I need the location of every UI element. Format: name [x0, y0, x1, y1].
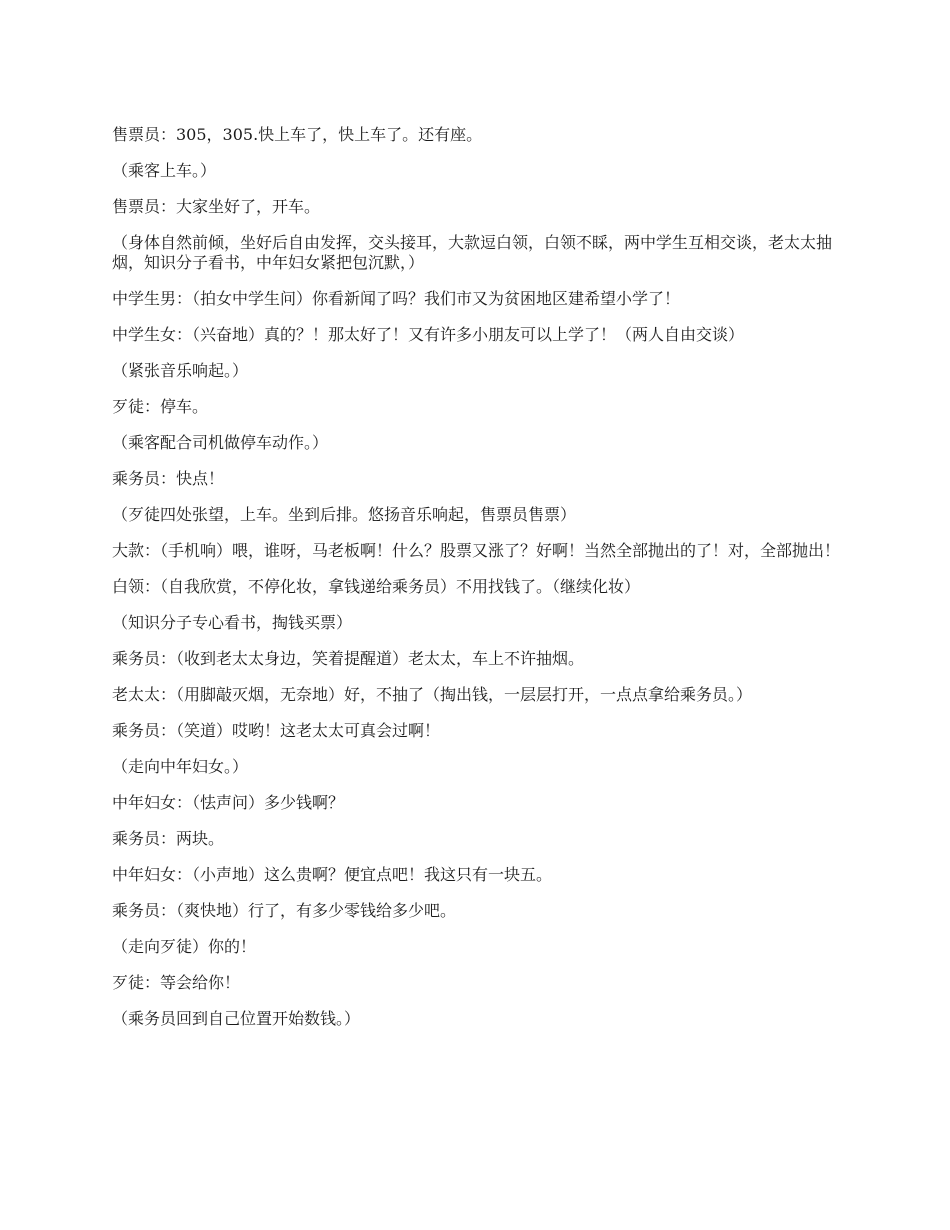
- script-line: 乘务员：（收到老太太身边，笑着提醒道）老太太，车上不许抽烟。: [112, 649, 585, 668]
- script-line: 大款：（手机响）喂，谁呀，马老板啊！什么？股票又涨了？好啊！当然全部抛出的了！对，全部抛出！: [112, 541, 841, 560]
- script-line: 白领：（自我欣赏，不停化妆，拿钱递给乘务员）不用找钱了。（继续化妆）: [112, 577, 641, 596]
- stage-direction: （乘客配合司机做停车动作。）: [112, 433, 329, 452]
- script-line: 乘务员：（笑道）哎哟！这老太太可真会过啊！: [112, 721, 441, 740]
- script-line: 售票员：305，305.快上车了，快上车了。还有座。: [112, 125, 483, 144]
- script-line: 老太太：（用脚敲灭烟，无奈地）好，不抽了（掏出钱，一层层打开，一点点拿给乘务员。）: [112, 685, 753, 704]
- stage-direction: （走向中年妇女。）: [112, 757, 249, 776]
- script-line: 歹徒：等会给你！: [112, 973, 241, 992]
- script-line: 歹徒：停车。: [112, 397, 209, 416]
- script-line: 售票员：大家坐好了，开车。: [112, 197, 321, 216]
- script-line: 乘务员：快点！: [112, 469, 225, 488]
- stage-direction: （乘客上车。）: [112, 161, 217, 180]
- script-line: 乘务员：（爽快地）行了，有多少零钱给多少吧。: [112, 901, 457, 920]
- stage-direction: （乘务员回到自己位置开始数钱。）: [112, 1009, 361, 1028]
- stage-direction: （知识分子专心看书，掏钱买票）: [112, 613, 353, 632]
- script-line: 中年妇女：（小声地）这么贵啊？便宜点吧！我这只有一块五。: [112, 865, 553, 884]
- script-line: 中年妇女：（怯声问）多少钱啊？: [112, 793, 345, 812]
- stage-direction: （歹徒四处张望，上车。坐到后排。悠扬音乐响起，售票员售票）: [112, 505, 577, 524]
- stage-direction: （走向歹徒）你的！: [112, 937, 257, 956]
- script-line: 中学生女：（兴奋地）真的？！那太好了！又有许多小朋友可以上学了！（两人自由交谈）: [112, 325, 745, 344]
- stage-direction: （身体自然前倾，坐好后自由发挥，交头接耳，大款逗白领，白领不睬，两中学生互相交谈，老太太抽烟，知识分子看书，中年妇女紧把包沉默，）: [112, 233, 833, 272]
- script-line: 中学生男：（拍女中学生问）你看新闻了吗？我们市又为贫困地区建希望小学了！: [112, 289, 681, 308]
- stage-direction: （紧张音乐响起。）: [112, 361, 249, 380]
- script-line: 乘务员：两块。: [112, 829, 225, 848]
- document-page: [112, 125, 842, 1045]
